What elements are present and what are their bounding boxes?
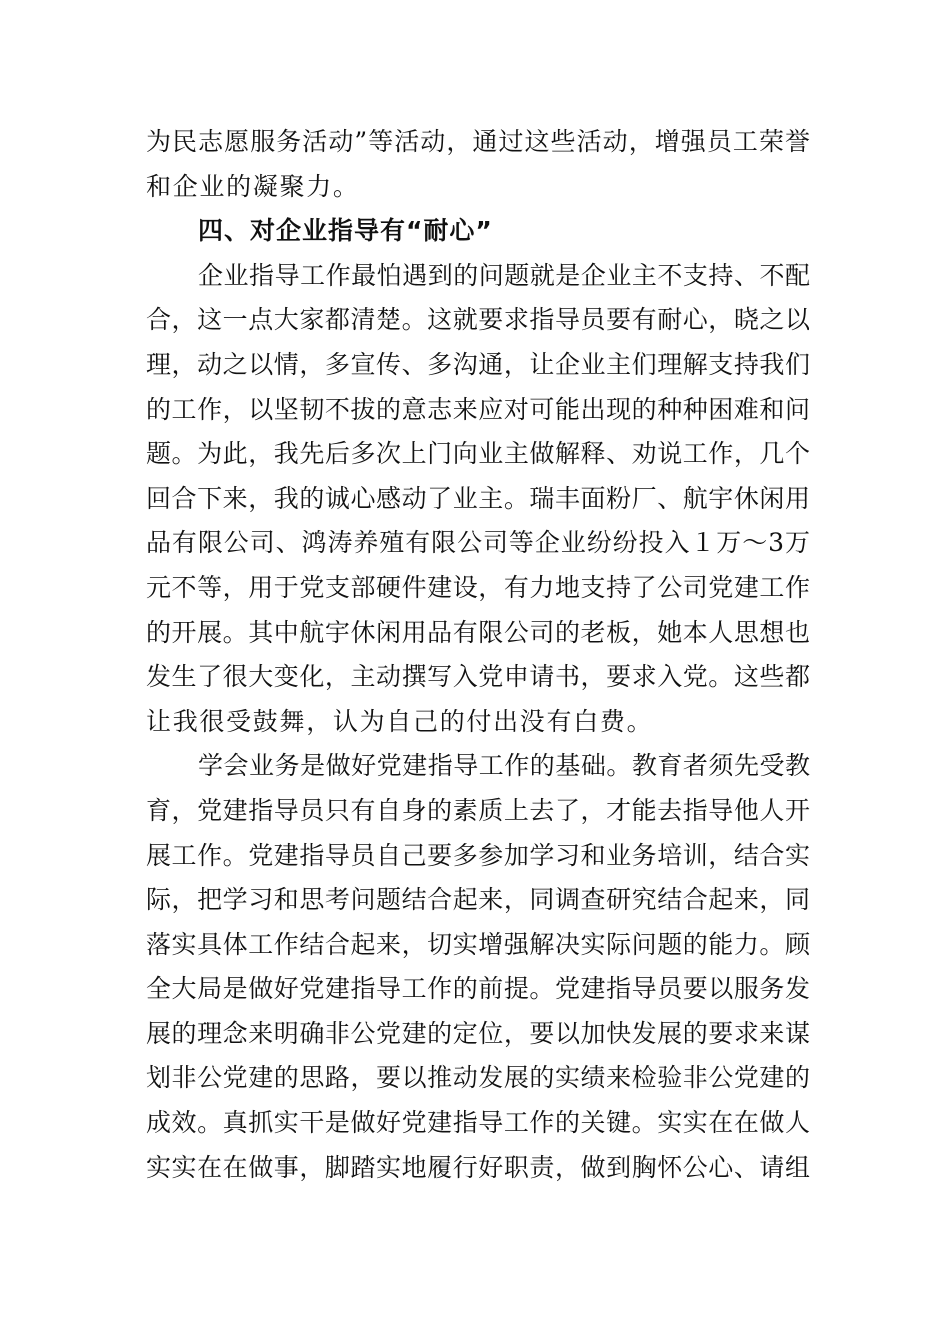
text-line: 实实在在做事，脚踏实地履行好职责，做到胸怀公心、请组 [146,1152,810,1182]
text-line: 合，这一点大家都清楚。这就要求指导员要有耐心，晓之以 [146,305,810,335]
section-heading: 四、对企业指导有“耐心” [198,216,493,246]
text-line: 学会业务是做好党建指导工作的基础。教育者须先受教 [198,751,810,781]
text-line: 落实具体工作结合起来，切实增强解决实际问题的能力。顾 [146,929,810,959]
text-line: 展的理念来明确非公党建的定位，要以加快发展的要求来谋 [146,1018,810,1048]
text-line: 际，把学习和思考问题结合起来，同调查研究结合起来，同 [146,885,810,915]
text-line: 和企业的凝聚力。 [146,171,360,201]
text-line: 理，动之以情，多宣传、多沟通，让企业主们理解支持我们 [146,349,810,379]
text-line: 全大局是做好党建指导工作的前提。党建指导员要以服务发 [146,974,810,1004]
text-line: 的开展。其中航宇休闲用品有限公司的老板，她本人思想也 [146,617,810,647]
text-line: 元不等，用于党支部硬件建设，有力地支持了公司党建工作 [146,572,810,602]
text-line: 为民志愿服务活动”等活动，通过这些活动，增强员工荣誉 [146,127,810,156]
text-line: 划非公党建的思路，要以推动发展的实绩来检验非公党建的 [146,1063,810,1093]
text-line: 回合下来，我的诚心感动了业主。瑞丰面粉厂、航宇休闲用 [146,483,810,513]
text-line: 企业指导工作最怕遇到的问题就是企业主不支持、不配 [198,260,810,290]
text-line: 题。为此，我先后多次上门向业主做解释、劝说工作，几个 [146,439,810,469]
text-line: 成效。真抓实干是做好党建指导工作的关键。实实在在做人 [146,1108,810,1138]
text-line: 的工作，以坚韧不拔的意志来应对可能出现的种种困难和问 [146,394,810,424]
text-line: 品有限公司、鸿涛养殖有限公司等企业纷纷投入１万～3万 [146,528,810,558]
text-line: 展工作。党建指导员自己要多参加学习和业务培训，结合实 [146,840,810,870]
text-line: 发生了很大变化，主动撰写入党申请书，要求入党。这些都 [146,662,810,692]
text-line: 让我很受鼓舞，认为自己的付出没有白费。 [146,706,654,736]
body-text [146,120,810,1190]
text-line: 育，党建指导员只有自身的素质上去了，才能去指导他人开 [146,795,810,825]
